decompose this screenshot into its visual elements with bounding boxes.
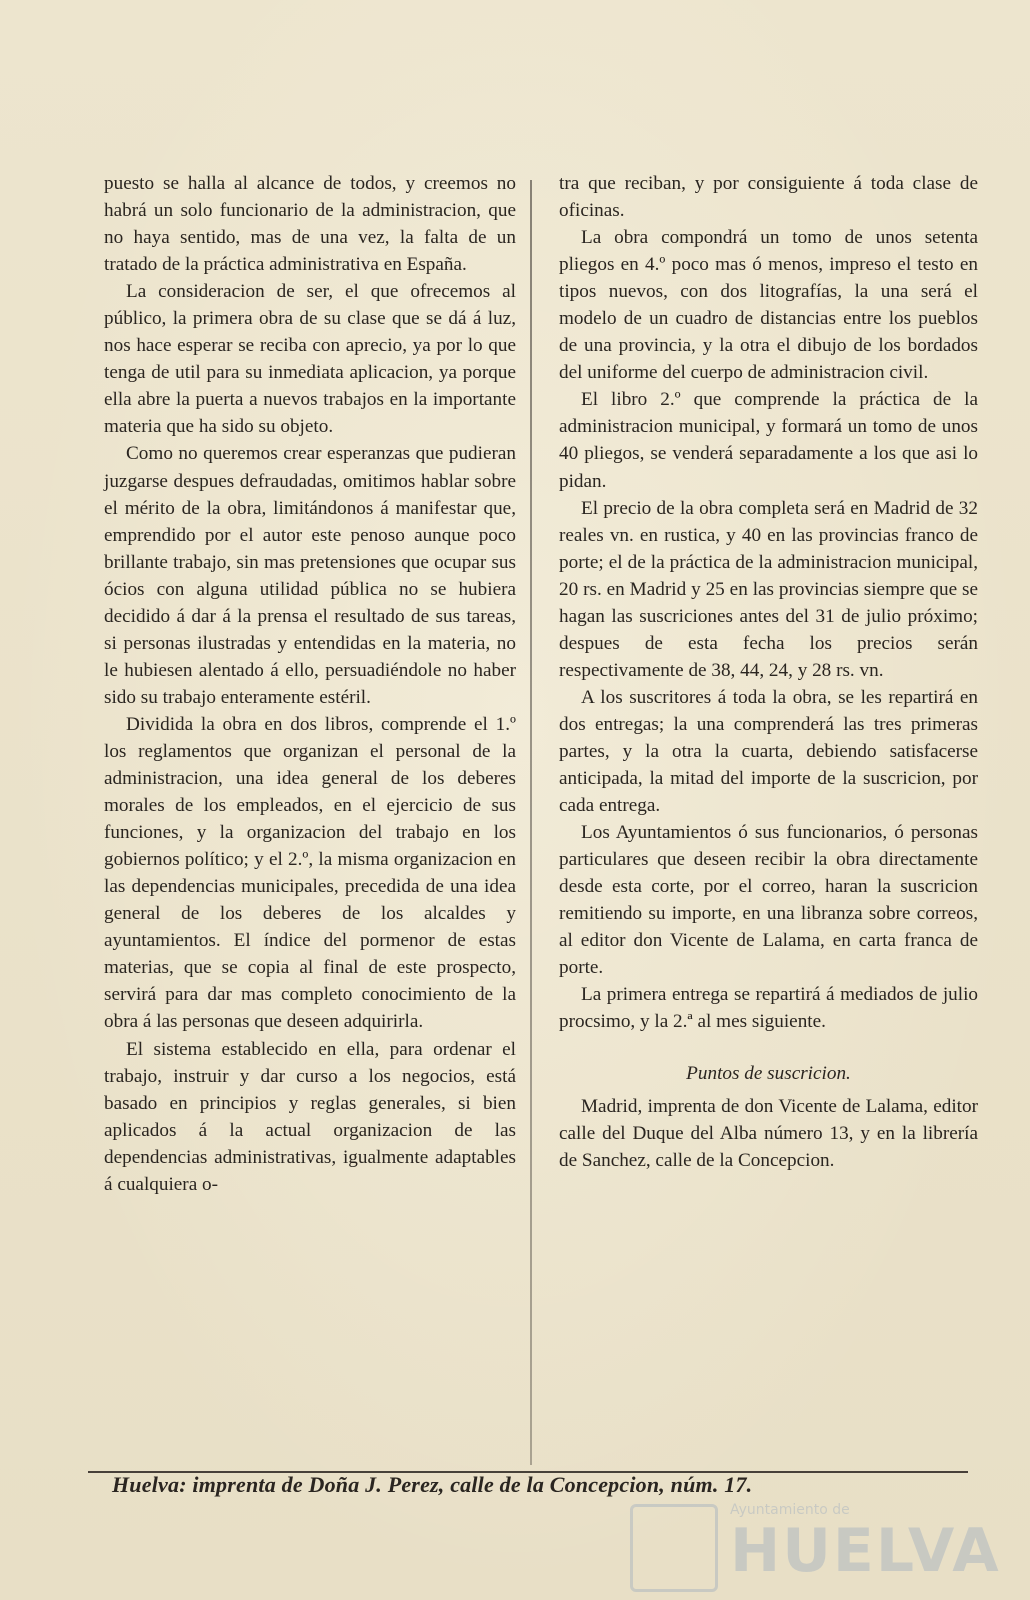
paragraph: La primera entrega se repartirá á mediados de julio procsimo, y la 2.ª al mes siguiente.	[559, 984, 978, 1033]
paragraph: El precio de la obra completa será en Madrid de 32 reales vn. en rustica, y 40 en las provincias franco de porte; el de la práctica de la administracion municipal, 20 rs. en Madrid y 25 en las provincias siempre que se hagan las suscriciones antes del 31 de julio próximo; despues de esta fecha los precios serán respectivamente de 38, 44, 24, y 28 rs. vn.	[559, 497, 978, 681]
paragraph: A los suscritores á toda la obra, se les repartirá en dos entregas; la una comprenderá las tres primeras partes, y la otra la cuarta, debiendo satisfacerse anticipada, la mitad del importe de la suscricion, por cada entrega.	[559, 686, 978, 817]
paragraph: Dividida la obra en dos libros, comprende el 1.º los reglamentos que organizan el personal de la administracion, una idea general de los deberes morales de los empleados, en el ejercicio de sus funciones, y la organizacion del trabajo en los gobiernos político; y el 2.º, la misma organizacion en las dependencias municipales, precedida de una idea general de los deberes de los alcaldes y ayuntamientos. El índice del pormenor de estas materias, que se copia al final de este prospecto, servirá para dar mas completo conocimiento de la obra á las personas que deseen adquirirla.	[104, 713, 516, 1033]
paragraph: El libro 2.º que comprende la práctica de la administracion municipal, y formará un tomo de unos 40 pliegos, se venderá separadamente a los que asi lo pidan.	[559, 389, 978, 492]
paragraph: Los Ayuntamientos ó sus funcionarios, ó personas particulares que deseen recibir la obra directamente desde esta corte, por el correo, haran la suscricion remitiendo su importe, en una libranza sobre correos, al editor don Vicente de Lalama, en carta franca de porte.	[559, 822, 978, 979]
paragraph: puesto se halla al alcance de todos, y creemos no habrá un solo funcionario de la administracion, que no haya sentido, mas de una vez, la falta de un tratado de la práctica administrativa en España.	[104, 173, 516, 276]
archive-watermark	[630, 1500, 1001, 1590]
paragraph: Madrid, imprenta de don Vicente de Lalama, editor calle del Duque del Alba número 13, y en la librería de Sanchez, calle de la Concepcion.	[559, 1095, 978, 1171]
paragraph: La consideracion de ser, el que ofrecemos al público, la primera obra de su clase que se dá á luz, nos hace esperar se reciba con aprecio, ya por lo que tenga de util para su inmediata aplicacion, ya porque ella abre la puerta a nuevos trabajos en la importante materia que ha sido su objeto.	[104, 281, 516, 438]
column-divider	[530, 180, 532, 1465]
paragraph: tra que reciban, y por consiguiente á toda clase de oficinas.	[559, 173, 978, 222]
watermark-text: HUELVA	[730, 1516, 1001, 1586]
paragraph: El sistema establecido en ella, para ordenar el trabajo, instruir y dar curso a los negocios, está basado en principios y reglas generales, si bien aplicados á la actual organizacion de las dependencias administrativas, igualmente adaptables á cualquiera o-	[104, 1038, 516, 1195]
watermark-subtitle: Ayuntamiento de	[730, 1502, 850, 1518]
paragraph: La obra compondrá un tomo de unos setenta pliegos en 4.º poco mas ó menos, impreso el testo en tipos nuevos, con dos litografías, la una será el modelo de un cuadro de distancias entre los pueblos de una provincia, y la otra el dibujo de los bordados del uniforme del cuerpo de administracion civil.	[559, 227, 978, 384]
printer-imprint: Huelva: imprenta de Doña J. Perez, calle de la Concepcion, núm. 17.	[112, 1472, 753, 1497]
seal-icon	[630, 1504, 718, 1592]
section-heading: Puntos de suscricion.	[686, 1062, 851, 1084]
paragraph: Como no queremos crear esperanzas que pudieran juzgarse despues defraudadas, omitimos hablar sobre el mérito de la obra, limitándonos á manifestar que, emprendido por el autor este penoso aunque poco brillante trabajo, sin mas pretensiones que ocupar sus ócios con alguna utilidad pública no se hubiera decidido á dar á la prensa el resultado de sus tareas, si personas ilustradas y entendidas en la materia, no le hubiesen alentado á ello, persuadiéndole no haber sido su trabajo enteramente estéril.	[104, 443, 516, 708]
right-column	[559, 170, 978, 1174]
left-column	[104, 170, 516, 1198]
